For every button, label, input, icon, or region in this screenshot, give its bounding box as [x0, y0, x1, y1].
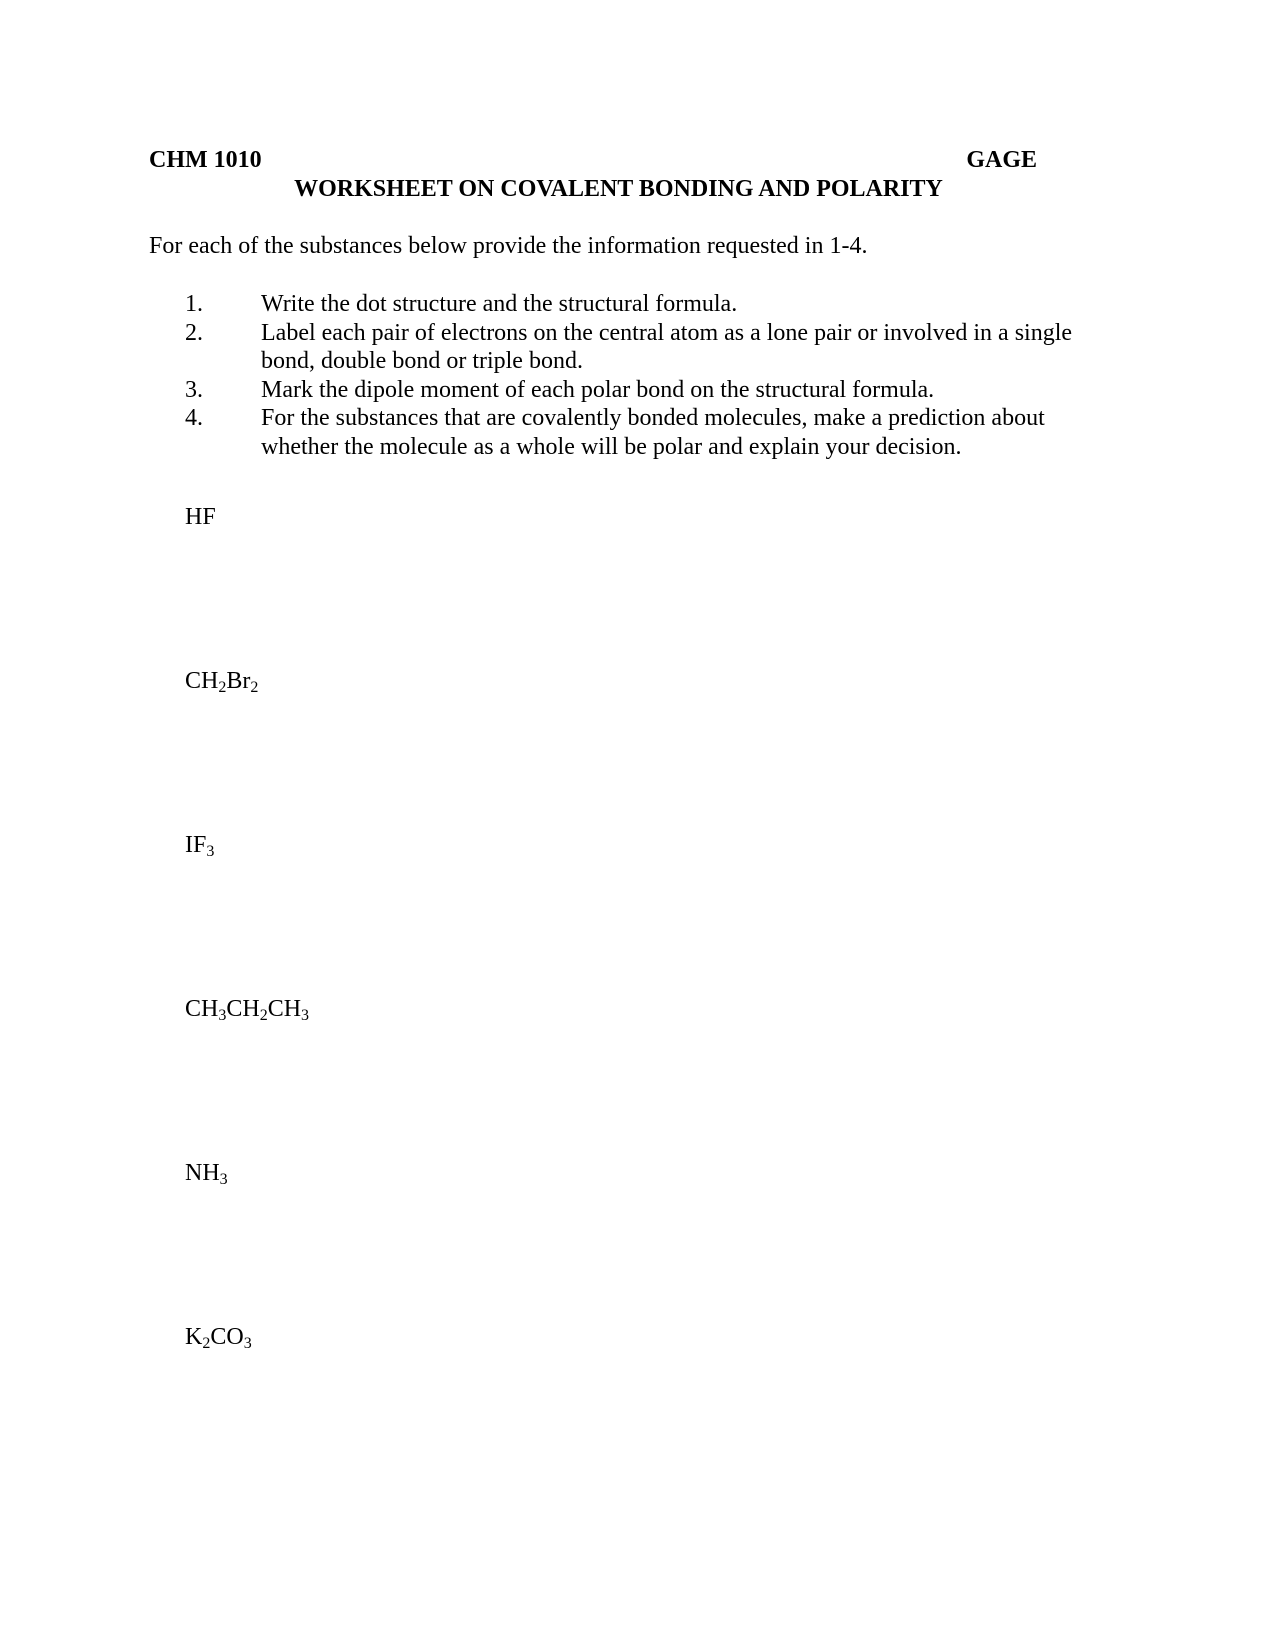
formula-part: Br: [226, 668, 251, 694]
instructor-name: GAGE: [966, 147, 1037, 173]
substance-if3: [185, 831, 214, 859]
course-code: CHM 1010: [149, 147, 262, 173]
formula-part: CH: [267, 996, 302, 1022]
worksheet-title-text: WORKSHEET ON COVALENT BONDING AND POLARITY: [294, 176, 943, 202]
instruction-item: [185, 319, 1125, 376]
instruction-number: 3.: [185, 376, 203, 403]
instruction-list: [185, 290, 1125, 461]
formula-subscript: 3: [243, 1335, 252, 1352]
substance-k2co3: [185, 1323, 252, 1351]
formula-subscript: 2: [259, 1007, 268, 1024]
instruction-text: Mark the dipole moment of each polar bond on the structural formula.: [261, 376, 935, 403]
intro-text: For each of the substances below provide the information requested in 1-4.: [149, 233, 868, 259]
formula-subscript: 3: [219, 1171, 228, 1188]
formula-part: K: [185, 1324, 203, 1350]
instruction-text: Label each pair of electrons on the central atom as a lone pair or involved in a single bond, double bond or triple bond.: [261, 319, 1073, 374]
substance-ch3ch2ch3: [185, 995, 309, 1023]
formula-part: NH: [185, 1160, 220, 1186]
instruction-text: Write the dot structure and the structural formula.: [261, 291, 738, 317]
instruction-number: 1.: [185, 291, 203, 317]
substance-nh3: [185, 1159, 228, 1187]
formula-part: CO: [210, 1324, 244, 1350]
formula-subscript: 3: [301, 1007, 310, 1024]
instruction-number: 4.: [185, 405, 203, 431]
formula-subscript: 3: [206, 843, 215, 860]
formula-part: CH: [185, 996, 219, 1022]
formula-subscript: 2: [218, 679, 227, 696]
formula-part: HF: [185, 504, 216, 530]
formula-subscript: 2: [250, 679, 259, 696]
formula-subscript: 3: [218, 1007, 227, 1024]
formula-part: IF: [185, 832, 207, 858]
instruction-item: [185, 376, 1125, 405]
substance-hf: [185, 503, 216, 531]
worksheet-title: [0, 175, 1275, 203]
formula-part: CH: [226, 996, 260, 1022]
substance-ch2br2: [185, 667, 258, 695]
instruction-text: For the substances that are covalently bonded molecules, make a prediction about whether the molecule as a whole will be polar and explain your decision.: [261, 405, 1045, 460]
instruction-item: [185, 404, 1125, 461]
instruction-number: 2.: [185, 319, 203, 346]
formula-subscript: 2: [202, 1335, 211, 1352]
formula-part: CH: [185, 668, 219, 694]
instruction-item: [185, 290, 1125, 319]
